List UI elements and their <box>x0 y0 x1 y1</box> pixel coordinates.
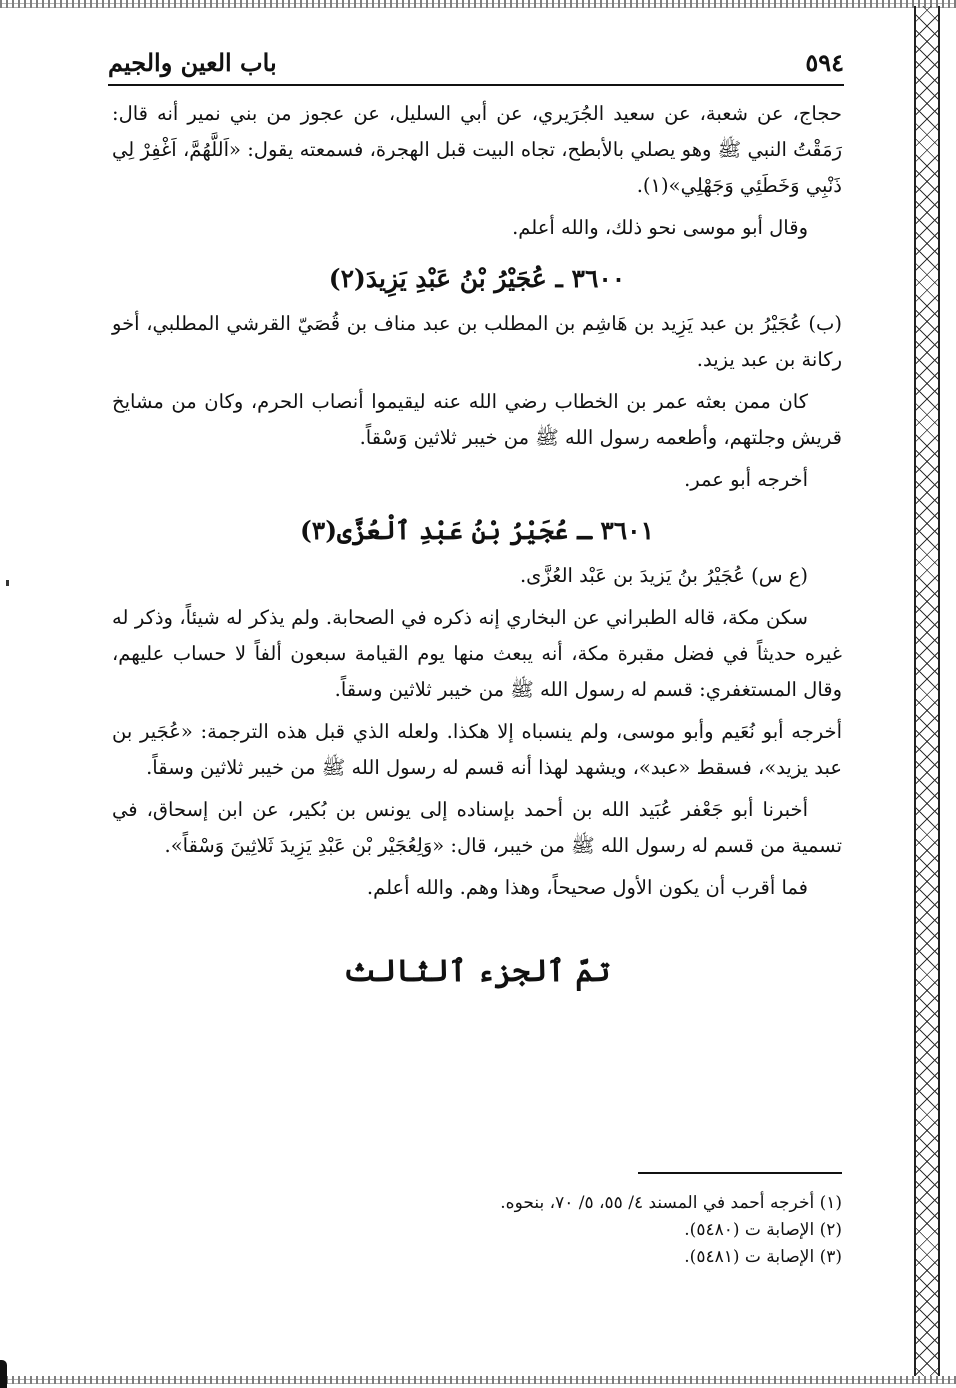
entry-3601-paragraph-3: أخرجه أبو نُعَيم وأبو موسى، ولم ينسباه إلا هكذا. ولعله الذي قبل هذه الترجمة: «عُجَير بن عبد يزيد»، فسقط «عبد»، ويشهد لهذا أنه قسم له رسول الله ﷺ من خيبر ثلاثين وسقاً. <box>112 720 842 779</box>
entry-3601-paragraph-5: فما أقرب أن يكون الأول صحيحاً، وهذا وهم. والله أعلم. <box>366 876 808 899</box>
volume-end-title: تمّ ٱلجزء ٱلثالث <box>343 954 611 989</box>
page-header <box>108 44 844 86</box>
entry-3601-paragraph-2: سكن مكة، قاله الطبراني عن البخاري إنه ذكره في الصحابة. ولم يذكر له شيئاً، وذكر له غيره حديثاً في فضل مقبرة مكة، أنه يبعث منها يوم القيامة سبعون ألفاً لا حساب عليهم، وقال المستغفري: قسم له رسول الله ﷺ من خيبر ثلاثين وسقاً. <box>112 606 842 701</box>
scan-corner-mark <box>0 1360 7 1388</box>
decorative-border-top <box>0 0 956 8</box>
running-title: باب العين والجيم <box>108 48 277 77</box>
footnote-2: (٢) الإصابة ت (٥٤٨٠). <box>684 1220 842 1240</box>
main-text <box>112 96 842 994</box>
decorative-border-right <box>914 6 940 1376</box>
footnote-1: (١) أخرجه أحمد في المسند ٤/ ٥٥، ٥/ ٧٠، بنحوه. <box>500 1193 842 1213</box>
page-number: ٥٩٤ <box>805 48 844 77</box>
footnotes <box>112 1190 842 1271</box>
decorative-border-bottom <box>0 1376 956 1384</box>
entry-title-3601: ٣٦٠١ ـ عُجَيْرُ بْنُ عَبْدِ ٱلْعُزَّى(٣) <box>299 516 655 545</box>
entry-3600-paragraph-1: (ب) عُجَيْرُ بن عبد يَزِيد بن هَاشِم بن المطلب بن عبد مناف بن قُصَيّ القرشي المطلبي، أخو ركانة بن عبد يزيد. <box>112 312 842 371</box>
paragraph-abu-musa: وقال أبو موسى نحو ذلك، والله أعلم. <box>512 216 808 239</box>
entry-3601-paragraph-4: أخبرنا أبو جَعْفر عُبَيد الله بن أحمد بإسناده إلى يونس بن بُكير، عن ابن إسحاق، في تسمية من قسم له رسول الله ﷺ من خيبر، قال: «وَلِعُجَيْر بْن عَبْدِ يَزِيدَ ثَلاثِينَ وَسْقاً». <box>112 798 842 857</box>
paragraph-intro: حجاج، عن شعبة، عن سعيد الجُرَيري، عن أبي السليل، عن عجوز من بني نمير أنه قال: رَمَقْتُ النبي ﷺ وهو يصلي بالأبطح، تجاه البيت قبل الهجرة، فسمعته يقول: «اَللَّهُمَّ، اَغْفِرْ لِي ذَنْبِي وَخَطَئِي وَجَهْلِي»(١). <box>112 102 842 197</box>
entry-3601-paragraph-1: (ع س) عُجَيْرُ بنُ يَزيدَ بن عَبْد العُزَّى. <box>519 564 808 587</box>
scan-mark <box>6 580 9 586</box>
entry-title-3600: ٣٦٠٠ ـ عُجَيْرُ بْنُ عَبْدِ يَزِيدَ(٢) <box>328 264 626 293</box>
footnote-separator <box>638 1172 842 1174</box>
entry-3600-paragraph-2: كان ممن بعثه عمر بن الخطاب رضي الله عنه ليقيموا أنصاب الحرم، وكان من مشايخ قريش وجلتهم، وأطعمه رسول الله ﷺ من خيبر ثلاثين وَسْقاً. <box>112 390 842 449</box>
footnote-3: (٣) الإصابة ت (٥٤٨١). <box>684 1247 842 1267</box>
entry-3600-paragraph-3: أخرجه أبو عمر. <box>684 468 808 491</box>
